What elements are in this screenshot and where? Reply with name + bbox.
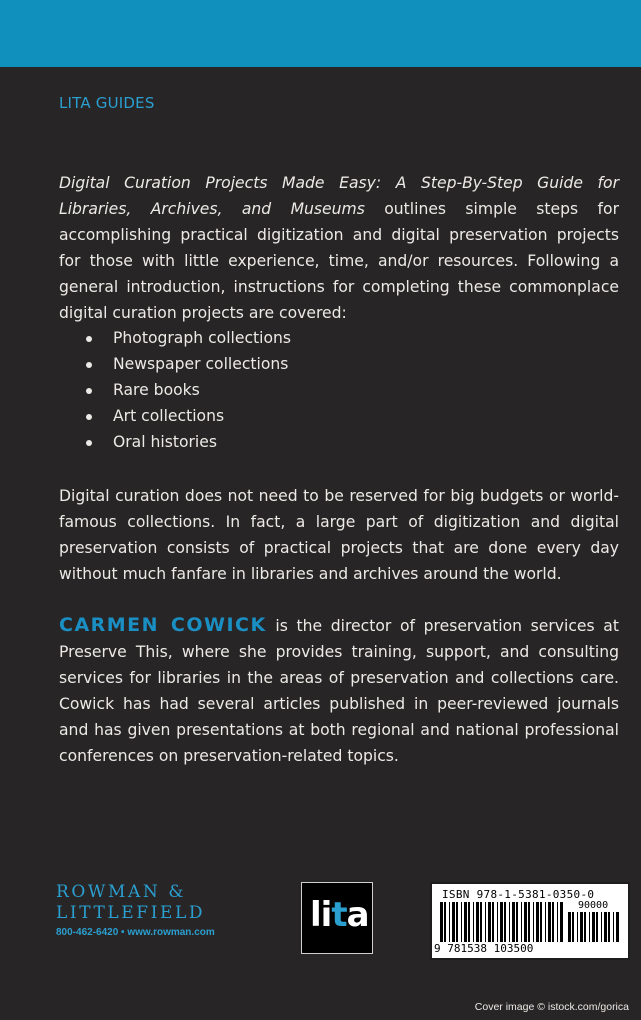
publisher-contact: 800-462-6420 • www.rowman.com <box>56 927 215 938</box>
author-bio <box>59 612 619 769</box>
bullet-icon <box>86 440 92 446</box>
bullet-icon <box>86 388 92 394</box>
publisher-name-line2: LITTLEFIELD <box>56 903 206 923</box>
description-paragraph <box>59 170 619 326</box>
barcode-addon-digits: 90000 <box>578 900 609 911</box>
bullet-icon <box>86 414 92 420</box>
publisher-logo <box>56 882 236 938</box>
top-color-band <box>0 0 641 67</box>
cover-image-credit: Cover image © istock.com/gorica <box>474 1001 629 1013</box>
barcode-digits: 9 781538 103500 <box>434 942 534 955</box>
bullet-icon <box>86 336 92 342</box>
list-item: Rare books <box>59 377 599 403</box>
list-item: Art collections <box>59 403 599 429</box>
book-title-italic: Digital Curation Projects Made Easy: A Step-By-Step Guide for Libraries, Archives, and Museums <box>59 174 619 218</box>
curation-paragraph: Digital curation does not need to be reserved for big budgets or world-famous collections. In fact, a large part of digitization and digital preservation consists of practical projects that are done every day without much fanfare in libraries and archives around the world. <box>59 487 619 583</box>
lita-logo: lita <box>301 882 373 954</box>
author-name: CARMEN COWICK <box>59 614 267 636</box>
isbn-text: ISBN 978-1-5381-0350-0 <box>442 888 595 901</box>
bullet-icon <box>86 362 92 368</box>
isbn-barcode <box>430 882 630 960</box>
list-item: Oral histories <box>59 429 599 455</box>
publisher-name-line1: ROWMAN & <box>56 882 187 902</box>
author-bio-text: is the director of preservation services at Preserve This, where she provides training, support, and consulting services for libraries in the areas of preservation and collections care. Cowick has had several articles published in peer-reviewed journals and has given presentations at both regional and national professional conferences on preservation-related topics. <box>59 617 619 765</box>
series-label: LITA GUIDES <box>59 94 155 112</box>
list-item: Photograph collections <box>59 325 599 351</box>
barcode-addon-bars <box>568 912 622 942</box>
project-list <box>59 325 599 455</box>
barcode-bars <box>440 902 564 942</box>
description-text: outlines simple steps for accomplishing practical digitization and digital preservation projects for those with little experience, time, and/or resources. Following a general introduction, instructions for completing these commonplace digital curation projects are covered: <box>59 200 619 322</box>
list-item: Newspaper collections <box>59 351 599 377</box>
